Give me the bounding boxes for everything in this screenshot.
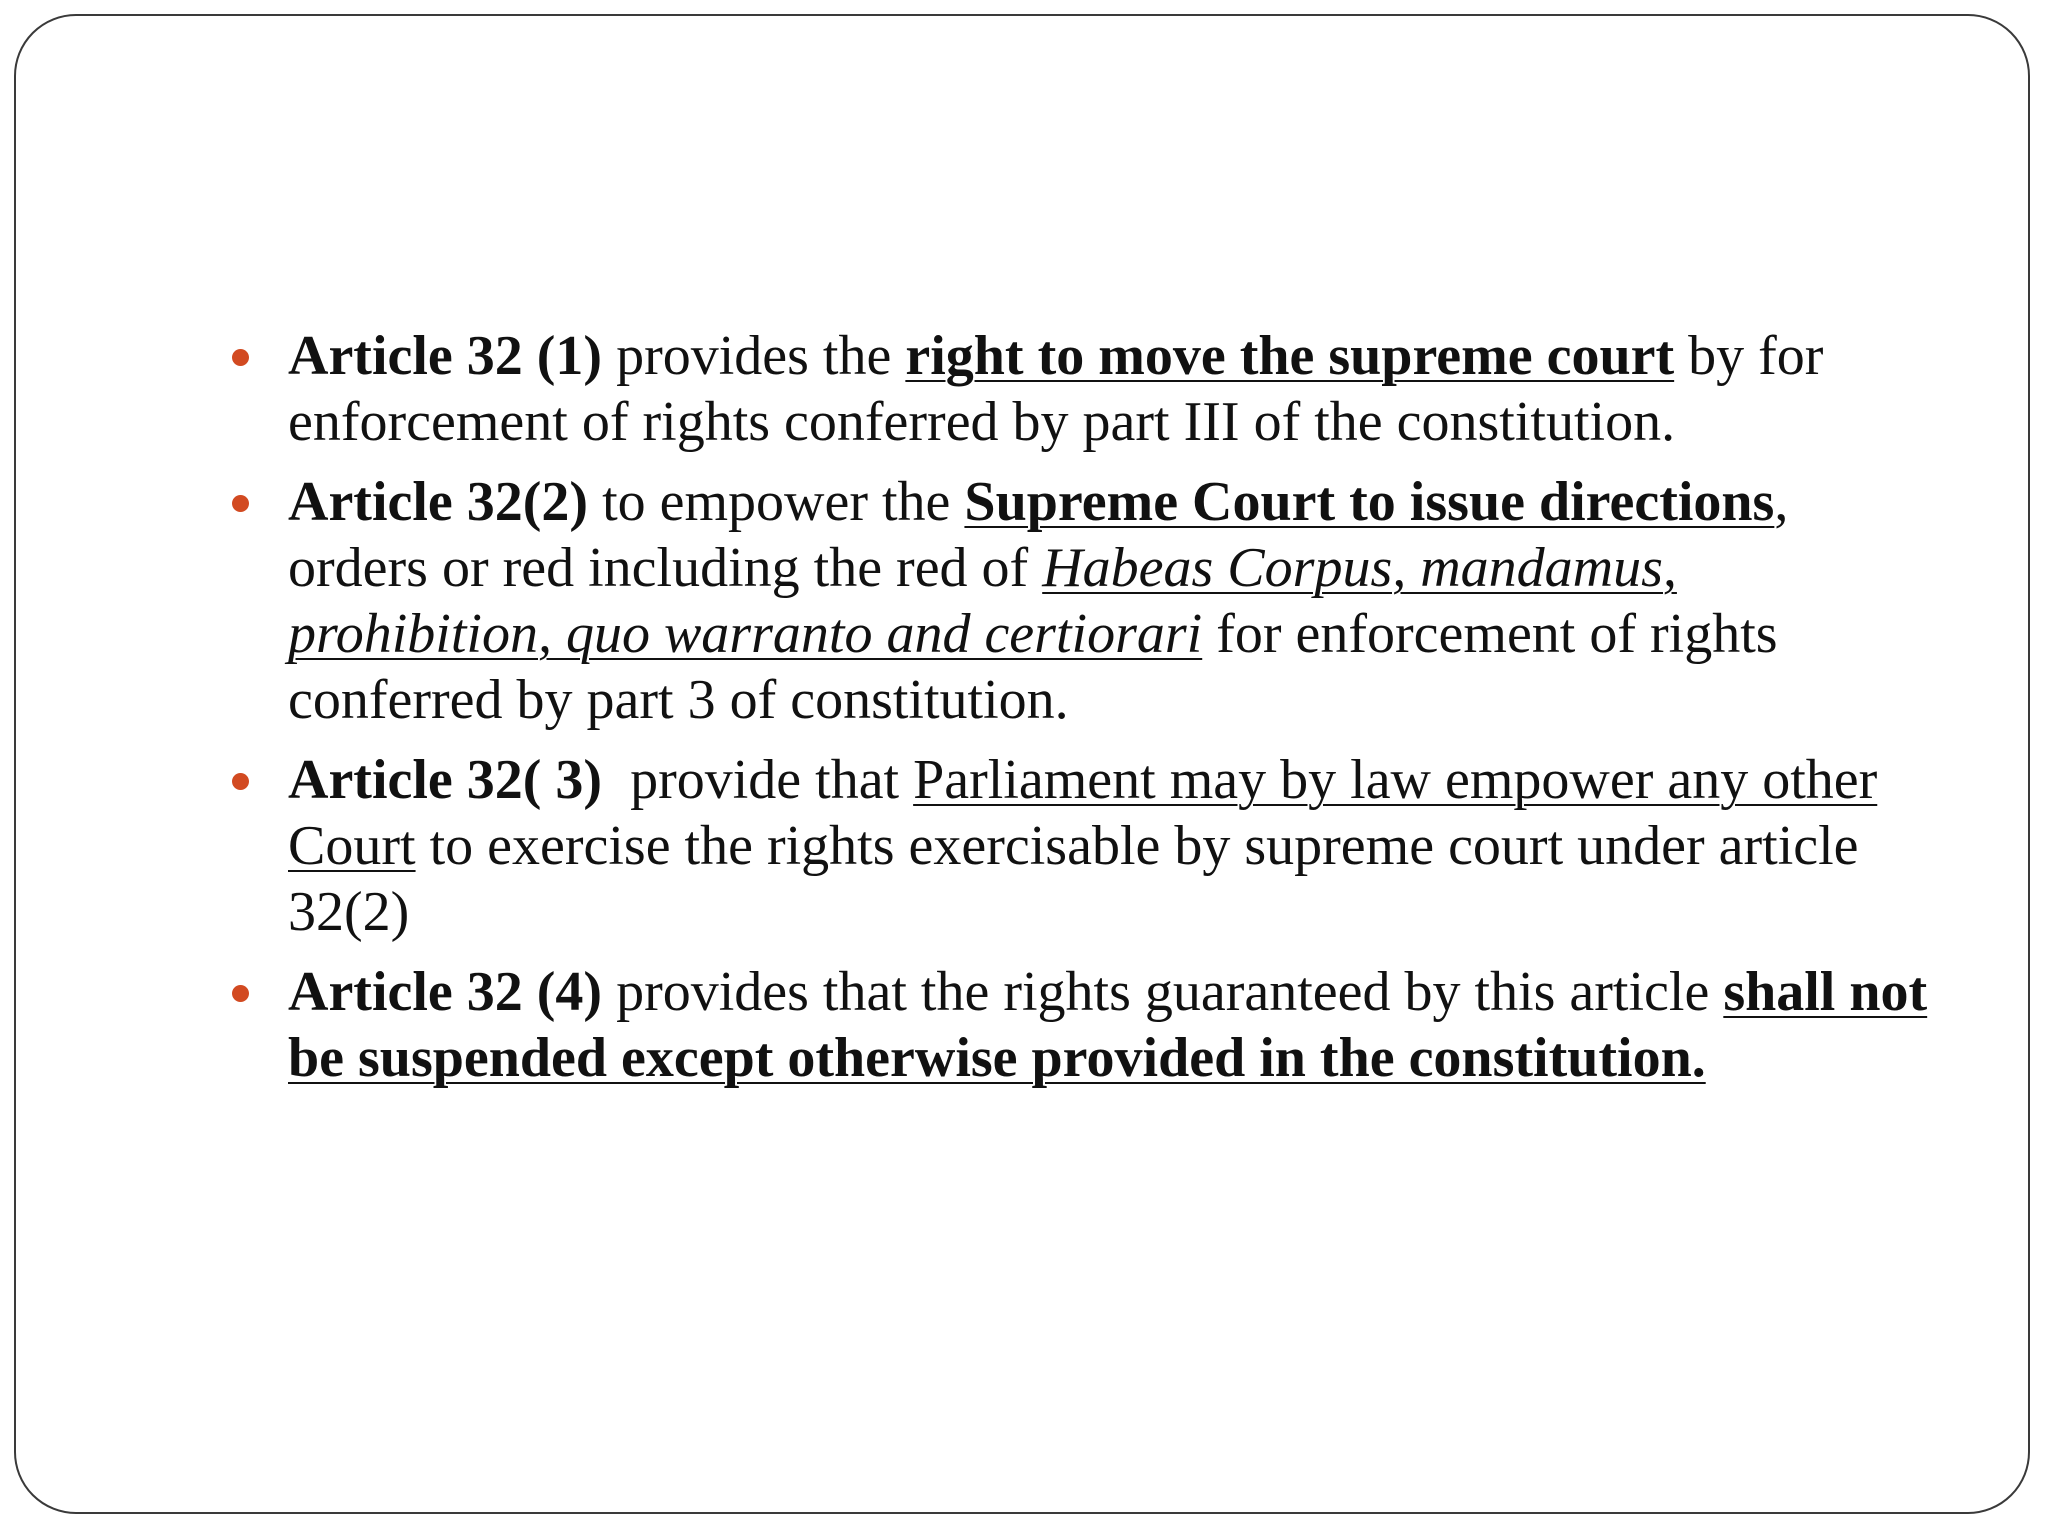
article-reference: Article 32 (1) xyxy=(288,325,603,387)
bullet-list xyxy=(288,323,1938,1105)
article-reference: Article 32(2) xyxy=(288,471,589,533)
bullet-dot-icon xyxy=(232,773,249,790)
body-text: provides the xyxy=(602,325,906,387)
emphasized-text: shall not be suspended except otherwise provided in the constitution. xyxy=(288,961,1928,1089)
writs-list: Habeas Corpus, mandamus, prohibition, quo warranto and certiorari xyxy=(288,537,1677,665)
bullet-article-32-3 xyxy=(288,747,1938,945)
bullet-article-32-4 xyxy=(288,959,1938,1091)
bullet-article-32-1 xyxy=(288,323,1938,455)
article-reference: Article 32 (4) xyxy=(288,961,603,1023)
body-text: for enforcement of rights conferred by part 3 of constitution. xyxy=(288,603,1778,731)
body-text: provide that xyxy=(602,749,914,811)
body-text: , orders or red including the red of xyxy=(288,471,1789,599)
body-text: by for enforcement of rights conferred by part III of the constitution. xyxy=(288,325,1824,453)
body-text: provides that the rights guaranteed by this article xyxy=(602,961,1724,1023)
bullet-dot-icon xyxy=(232,349,249,366)
bullet-dot-icon xyxy=(232,495,249,512)
emphasized-text: right to move the supreme court xyxy=(905,325,1675,387)
emphasized-text: Supreme Court to issue directions xyxy=(964,471,1775,533)
emphasized-text: Parliament may by law empower any other Court xyxy=(288,749,1878,877)
bullet-dot-icon xyxy=(232,985,249,1002)
body-text: to empower the xyxy=(588,471,965,533)
bullet-article-32-2 xyxy=(288,469,1938,733)
article-reference: Article 32( 3) xyxy=(288,749,603,811)
body-text: to exercise the rights exercisable by supreme court under article 32(2) xyxy=(288,815,1859,943)
